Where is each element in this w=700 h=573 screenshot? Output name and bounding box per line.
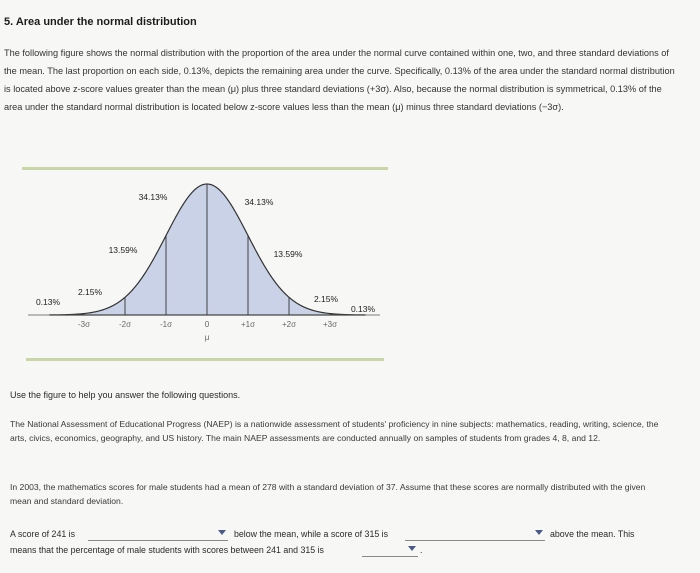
- answer-dropdown-1[interactable]: [88, 528, 228, 541]
- chevron-down-icon: [535, 530, 543, 535]
- answer-dropdown-2[interactable]: [405, 528, 545, 541]
- region-percent-label: 13.59%: [108, 245, 138, 255]
- region-percent-label: 0.13%: [350, 304, 376, 314]
- question-line-1: [10, 529, 75, 539]
- region-percent-label: 13.59%: [273, 249, 303, 259]
- sigma-tick-label: +2σ: [281, 320, 297, 329]
- sigma-tick-label: -3σ: [77, 320, 91, 329]
- q1-suffix: above the mean. This: [550, 529, 635, 539]
- sigma-tick-label: -1σ: [159, 320, 173, 329]
- region-percent-label: 34.13%: [244, 197, 274, 207]
- normal-distribution-figure: [0, 150, 400, 370]
- q1-middle: below the mean, while a score of 315 is: [234, 529, 389, 539]
- region-percent-label: 34.13%: [138, 192, 168, 202]
- q2-suffix: .: [420, 545, 423, 555]
- sigma-tick-label: 0: [204, 320, 210, 329]
- q1-prefix: A score of 241 is: [10, 529, 76, 539]
- region-percent-label: 2.15%: [313, 294, 339, 304]
- mean-label: μ: [204, 333, 210, 342]
- sigma-tick-label: +1σ: [240, 320, 256, 329]
- use-figure-text: Use the figure to help you answer the following questions.: [10, 390, 241, 400]
- question-title: 5. Area under the normal distribution: [4, 16, 197, 28]
- intro-paragraph: The following figure shows the normal distribution with the proportion of the area under the normal curve contained within one, two, and three standard deviations of the mean. The last proportion on each side, 0.13%, depicts the remaining area under the curve. Specifically, 0.13% of the area under the standard normal distribution is located above z-score values greater than the mean (μ) plus three standard deviations (+3σ). Also, because the normal distribution is symmetrical, 0.13% of the area under the standard normal distribution is located below z-score values less than the mean (μ) minus three standard deviations (−3σ).: [4, 48, 675, 112]
- q2-prefix: means that the percentage of male students with scores between 241 and 315 is: [10, 545, 324, 555]
- chevron-down-icon: [218, 530, 226, 535]
- region-percent-label: 0.13%: [35, 297, 61, 307]
- region-percent-label: 2.15%: [77, 287, 103, 297]
- figure-bottom-rule: [26, 358, 384, 361]
- naep-paragraph: The National Assessment of Educational Progress (NAEP) is a nationwide assessment of students' proficiency in nine subjects: mathematics, reading, writing, science, the arts, civics, economics, geography, and US history. The main NAEP assessments are conducted annually on samples of students from grades 4, 8, and 12.: [10, 419, 659, 443]
- answer-dropdown-3[interactable]: [362, 544, 418, 557]
- sigma-tick-label: +3σ: [322, 320, 338, 329]
- sigma-tick-label: -2σ: [118, 320, 132, 329]
- chevron-down-icon: [408, 546, 416, 551]
- scores-paragraph: In 2003, the mathematics scores for male students had a mean of 278 with a standard deviation of 37. Assume that these scores are normally distributed with the given mean and standard deviation.: [10, 482, 646, 506]
